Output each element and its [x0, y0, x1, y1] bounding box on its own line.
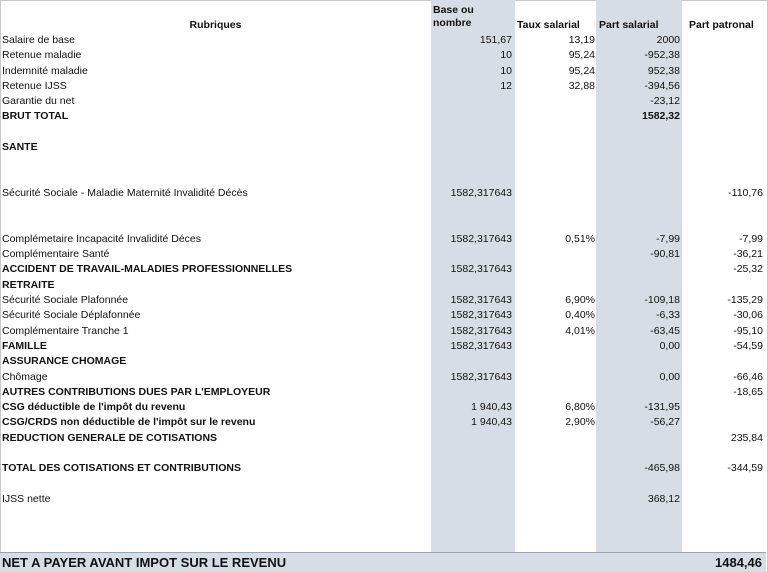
net-a-payer-bar — [0, 552, 766, 572]
row-part-salarial-value: -465,98 — [644, 462, 680, 475]
header-part-salarial: Part salarial — [599, 19, 659, 31]
row-base-value: 1582,317643 — [450, 324, 512, 337]
row-part-salarial-value: -394,56 — [644, 79, 680, 92]
payslip-rows — [0, 33, 766, 507]
row-label: IJSS nette — [2, 492, 51, 505]
row-label: AUTRES CONTRIBUTIONS DUES PAR L'EMPLOYEUR — [2, 385, 271, 398]
table-row — [0, 385, 766, 400]
row-part-salarial-value: -131,95 — [644, 401, 680, 414]
row-taux-value: 0,40% — [565, 309, 595, 322]
table-row — [0, 477, 766, 492]
table-row — [0, 308, 766, 323]
row-part-salarial-value: 0,00 — [659, 339, 680, 352]
table-row — [0, 94, 766, 109]
row-base-value: 1582,317643 — [450, 294, 512, 307]
row-part-salarial-value: -7,99 — [656, 232, 680, 245]
row-base-value: 151,67 — [479, 34, 512, 46]
row-base-value: 10 — [500, 64, 512, 77]
row-label: Sécurité Sociale - Maladie Maternité Invalidité Décès — [2, 186, 248, 199]
row-part-patronal-value: -30,06 — [733, 309, 763, 322]
row-part-salarial-value: 2000 — [656, 34, 680, 46]
row-base-value: 10 — [500, 49, 512, 62]
table-row — [0, 109, 766, 124]
row-label: Sécurité Sociale Plafonnée — [2, 294, 129, 307]
net-a-payer-value: 1484,46 — [715, 555, 762, 570]
row-part-salarial-value: -56,27 — [650, 416, 680, 429]
row-taux-value: 0,51% — [565, 232, 595, 245]
table-row — [0, 415, 766, 430]
row-part-patronal-value: -25,32 — [733, 263, 763, 276]
header-rubriques: Rubriques — [189, 19, 242, 31]
row-label: Retenue maladie — [2, 49, 82, 62]
row-taux-value: 95,24 — [568, 64, 595, 77]
row-label: BRUT TOTAL — [2, 110, 69, 123]
row-base-value: 1582,317643 — [450, 339, 512, 352]
table-row — [0, 79, 766, 94]
row-taux-value: 6,80% — [565, 401, 595, 414]
table-row — [0, 171, 766, 186]
row-label: RETRAITE — [2, 278, 55, 291]
table-row — [0, 247, 766, 262]
row-label: Salaire de base — [2, 34, 75, 46]
table-row — [0, 33, 766, 48]
row-part-salarial-value: 1582,32 — [642, 110, 680, 123]
row-part-salarial-value: -23,12 — [650, 95, 680, 108]
row-label: CSG/CRDS non déductible de l'impôt sur le revenu — [2, 416, 256, 429]
table-row — [0, 492, 766, 507]
row-part-salarial-value: -109,18 — [644, 294, 680, 307]
row-part-salarial-value: -952,38 — [644, 49, 680, 62]
row-part-salarial-value: 0,00 — [659, 370, 680, 383]
table-row — [0, 400, 766, 415]
table-row — [0, 354, 766, 369]
row-label: Chômage — [2, 370, 48, 383]
row-base-value: 1582,317643 — [450, 232, 512, 245]
row-part-salarial-value: 368,12 — [647, 492, 680, 505]
row-part-patronal-value: -95,10 — [733, 324, 763, 337]
table-row — [0, 461, 766, 476]
row-base-value: 1582,317643 — [450, 370, 512, 383]
table-row — [0, 278, 766, 293]
row-label: Sécurité Sociale Déplafonnée — [2, 309, 141, 322]
table-row — [0, 186, 766, 201]
row-part-patronal-value: -7,99 — [739, 232, 763, 245]
row-part-patronal-value: -135,29 — [727, 294, 763, 307]
row-taux-value: 13,19 — [568, 34, 595, 46]
table-row — [0, 64, 766, 79]
table-row — [0, 431, 766, 446]
row-label: SANTE — [2, 141, 38, 154]
row-part-patronal-value: -66,46 — [733, 370, 763, 383]
table-row — [0, 48, 766, 63]
row-label: Indemnité maladie — [2, 64, 88, 77]
row-part-salarial-value: -63,45 — [650, 324, 680, 337]
row-taux-value: 6,90% — [565, 294, 595, 307]
row-base-value: 1 940,43 — [471, 416, 512, 429]
table-row — [0, 232, 766, 247]
table-row — [0, 155, 766, 170]
row-label: Complémentaire Tranche 1 — [2, 324, 129, 337]
row-base-value: 1582,317643 — [450, 309, 512, 322]
row-part-patronal-value: -54,59 — [733, 339, 763, 352]
table-row — [0, 262, 766, 277]
row-part-patronal-value: -344,59 — [727, 462, 763, 475]
row-taux-value: 4,01% — [565, 324, 595, 337]
row-part-patronal-value: -18,65 — [733, 385, 763, 398]
table-row — [0, 201, 766, 216]
table-row — [0, 217, 766, 232]
table-row — [0, 339, 766, 354]
row-taux-value: 2,90% — [565, 416, 595, 429]
row-part-salarial-value: -6,33 — [656, 309, 680, 322]
row-label: TOTAL DES COTISATIONS ET CONTRIBUTIONS — [2, 462, 241, 475]
row-taux-value: 32,88 — [568, 79, 595, 92]
row-label: CSG déductible de l'impôt du revenu — [2, 401, 186, 414]
row-label: Complémentaire Santé — [2, 248, 110, 261]
row-label: Complémetaire Incapacité Invalidité Déces — [2, 232, 202, 245]
row-base-value: 12 — [500, 79, 512, 92]
row-base-value: 1582,317643 — [450, 263, 512, 276]
table-row — [0, 125, 766, 140]
table-row — [0, 140, 766, 155]
row-part-patronal-value: -110,76 — [728, 186, 763, 199]
table-row — [0, 293, 766, 308]
row-part-salarial-value: -90,81 — [650, 248, 680, 261]
net-a-payer-label: NET A PAYER AVANT IMPOT SUR LE REVENU — [2, 555, 287, 570]
row-part-salarial-value: 952,38 — [647, 64, 680, 77]
row-taux-value: 95,24 — [568, 49, 595, 62]
row-base-value: 1 940,43 — [471, 401, 512, 414]
row-label: Retenue IJSS — [2, 79, 67, 92]
row-label: FAMILLE — [2, 339, 47, 352]
header-base: Base ou nombre — [433, 4, 474, 29]
row-label: ACCIDENT DE TRAVAIL-MALADIES PROFESSIONNELLES — [2, 263, 293, 276]
table-row — [0, 446, 766, 461]
row-part-patronal-value: -36,21 — [733, 248, 763, 261]
row-label: REDUCTION GENERALE DE COTISATIONS — [2, 431, 218, 444]
row-base-value: 1582,317643 — [450, 186, 512, 199]
row-label: ASSURANCE CHOMAGE — [2, 355, 127, 368]
row-part-patronal-value: 235,84 — [730, 431, 763, 444]
row-label: Garantie du net — [2, 95, 75, 108]
table-row — [0, 370, 766, 385]
header-taux-salarial: Taux salarial — [517, 19, 580, 31]
table-row — [0, 324, 766, 339]
header-part-patronal: Part patronal — [689, 19, 754, 31]
